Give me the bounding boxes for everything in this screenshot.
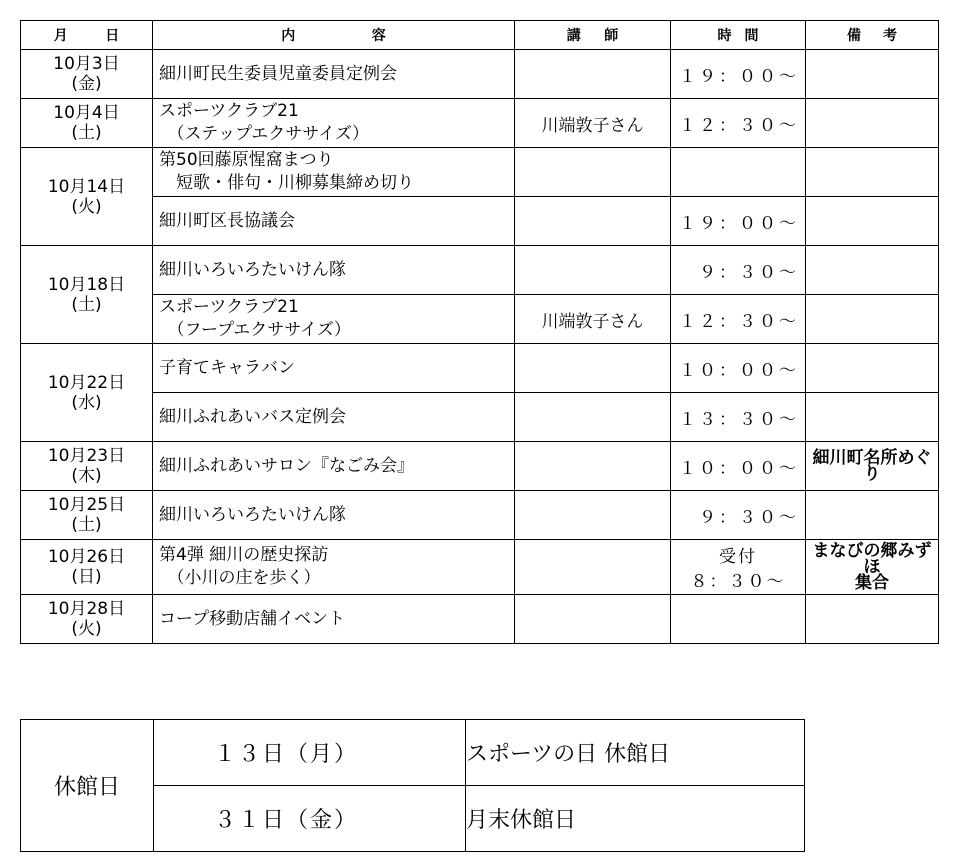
header-content: 内 容: [153, 21, 515, 50]
event-time-line: 受付: [719, 547, 757, 567]
event-teacher: [515, 344, 671, 393]
event-teacher: 川端敦子さん: [515, 295, 671, 344]
event-note: [806, 99, 939, 148]
event-weekday: (水): [71, 392, 102, 413]
event-time: １２：３０～: [671, 295, 806, 344]
event-line: 細川町区長協議会: [159, 210, 295, 231]
event-content: [153, 99, 515, 148]
event-date: [21, 148, 153, 246]
event-line: （ステップエクササイズ）: [159, 124, 369, 144]
table-row: [21, 99, 939, 148]
event-date: [21, 442, 153, 491]
event-teacher: [515, 491, 671, 540]
event-line: 細川ふれあいサロン『なごみ会』: [159, 455, 414, 476]
event-date: [21, 491, 153, 540]
event-date: [21, 246, 153, 344]
closed-reason: スポーツの日 休館日: [466, 720, 805, 786]
event-content: [153, 595, 515, 644]
table-row: [21, 442, 939, 491]
table-row: [21, 295, 939, 344]
event-time: [671, 540, 806, 595]
event-line: 細川町民生委員児童委員定例会: [159, 63, 397, 84]
event-line: 子育てキャラバン: [159, 357, 295, 378]
event-time: [671, 148, 806, 197]
event-weekday: (土): [71, 123, 102, 143]
event-time: １０：００～: [671, 442, 806, 491]
event-line: 細川いろいろたいけん隊: [159, 259, 346, 280]
event-note: 細川町名所めぐり: [806, 442, 939, 491]
schedule-body: [21, 50, 939, 644]
event-time: １２：３０～: [671, 99, 806, 148]
event-date-text: 10月28日: [47, 599, 126, 619]
table-row: [21, 491, 939, 540]
event-weekday: (火): [71, 619, 102, 639]
event-weekday: (日): [71, 567, 102, 587]
event-time: １９：００～: [671, 50, 806, 99]
table-row: [21, 246, 939, 295]
table-row: [21, 344, 939, 393]
event-note: [806, 148, 939, 197]
event-time: [671, 595, 806, 644]
table-row: [21, 197, 939, 246]
event-note: [806, 595, 939, 644]
table-row: [21, 393, 939, 442]
event-date-text: 10月25日: [47, 495, 126, 515]
event-content: [153, 442, 515, 491]
event-content: [153, 246, 515, 295]
event-time: １０：００～: [671, 344, 806, 393]
event-content: [153, 393, 515, 442]
event-content: [153, 540, 515, 595]
event-date-text: 10月3日: [53, 54, 120, 74]
closed-row: [21, 720, 805, 786]
event-date: [21, 344, 153, 442]
event-line: スポーツクラブ21: [159, 297, 299, 317]
event-teacher: [515, 540, 671, 595]
event-date-text: 10月22日: [47, 372, 126, 393]
event-time: ９：３０～: [671, 246, 806, 295]
event-line: 第4弾 細川の歴史探訪: [159, 545, 329, 565]
event-weekday: (火): [71, 196, 102, 217]
event-note: [806, 393, 939, 442]
event-line: （フープエクササイズ）: [159, 320, 351, 340]
table-row: [21, 540, 939, 595]
event-date-text: 10月4日: [53, 103, 120, 123]
event-content: [153, 344, 515, 393]
event-time: ９：３０～: [671, 491, 806, 540]
event-line: コープ移動店舗イベント: [159, 608, 346, 629]
event-note-line: 集合: [855, 573, 889, 593]
closed-day: ３１日（金）: [154, 786, 466, 852]
event-content: [153, 295, 515, 344]
event-date: [21, 595, 153, 644]
event-time: １９：００～: [671, 197, 806, 246]
closed-days-table: [20, 719, 805, 852]
event-time-line: ８：３０～: [690, 572, 786, 592]
event-weekday: (土): [71, 294, 102, 315]
table-row: [21, 595, 939, 644]
event-teacher: [515, 442, 671, 491]
header-teacher: 講 師: [515, 21, 671, 50]
event-note: [806, 50, 939, 99]
event-line: 第50回藤原惺窩まつり: [159, 150, 334, 170]
closed-reason: 月末休館日: [466, 786, 805, 852]
event-content: [153, 50, 515, 99]
event-weekday: (金): [71, 74, 102, 94]
event-note: [806, 197, 939, 246]
event-note: [806, 295, 939, 344]
event-note: [806, 491, 939, 540]
event-teacher: [515, 595, 671, 644]
event-date-text: 10月18日: [47, 274, 126, 295]
event-date-text: 10月26日: [47, 547, 126, 567]
event-date-text: 10月23日: [47, 446, 126, 466]
event-note-line: まなびの郷みずほ: [812, 541, 932, 577]
event-time: １３：３０～: [671, 393, 806, 442]
table-row: [21, 50, 939, 99]
event-date-text: 10月14日: [47, 176, 126, 197]
event-date: [21, 50, 153, 99]
event-content: [153, 491, 515, 540]
event-date: [21, 99, 153, 148]
event-note: [806, 540, 939, 595]
event-teacher: [515, 148, 671, 197]
event-note: [806, 246, 939, 295]
event-weekday: (土): [71, 515, 102, 535]
event-teacher: [515, 50, 671, 99]
event-line: 細川いろいろたいけん隊: [159, 504, 346, 525]
header-time: 時 間: [671, 21, 806, 50]
header-note: 備 考: [806, 21, 939, 50]
closed-label: 休館日: [21, 720, 154, 852]
closed-day: １３日（月）: [154, 720, 466, 786]
schedule-table: [20, 20, 939, 644]
event-content: [153, 197, 515, 246]
event-line: 細川ふれあいバス定例会: [159, 406, 346, 427]
event-weekday: (木): [71, 466, 102, 486]
event-teacher: [515, 246, 671, 295]
event-note: [806, 344, 939, 393]
event-content: [153, 148, 515, 197]
event-line: スポーツクラブ21: [159, 101, 299, 121]
header-row: [21, 21, 939, 50]
event-teacher: 川端敦子さん: [515, 99, 671, 148]
event-line: 短歌・俳句・川柳募集締め切り: [159, 173, 414, 193]
event-line: （小川の庄を歩く）: [159, 568, 321, 588]
event-date: [21, 540, 153, 595]
table-row: [21, 148, 939, 197]
header-date: 月 日: [21, 21, 153, 50]
event-teacher: [515, 197, 671, 246]
event-teacher: [515, 393, 671, 442]
